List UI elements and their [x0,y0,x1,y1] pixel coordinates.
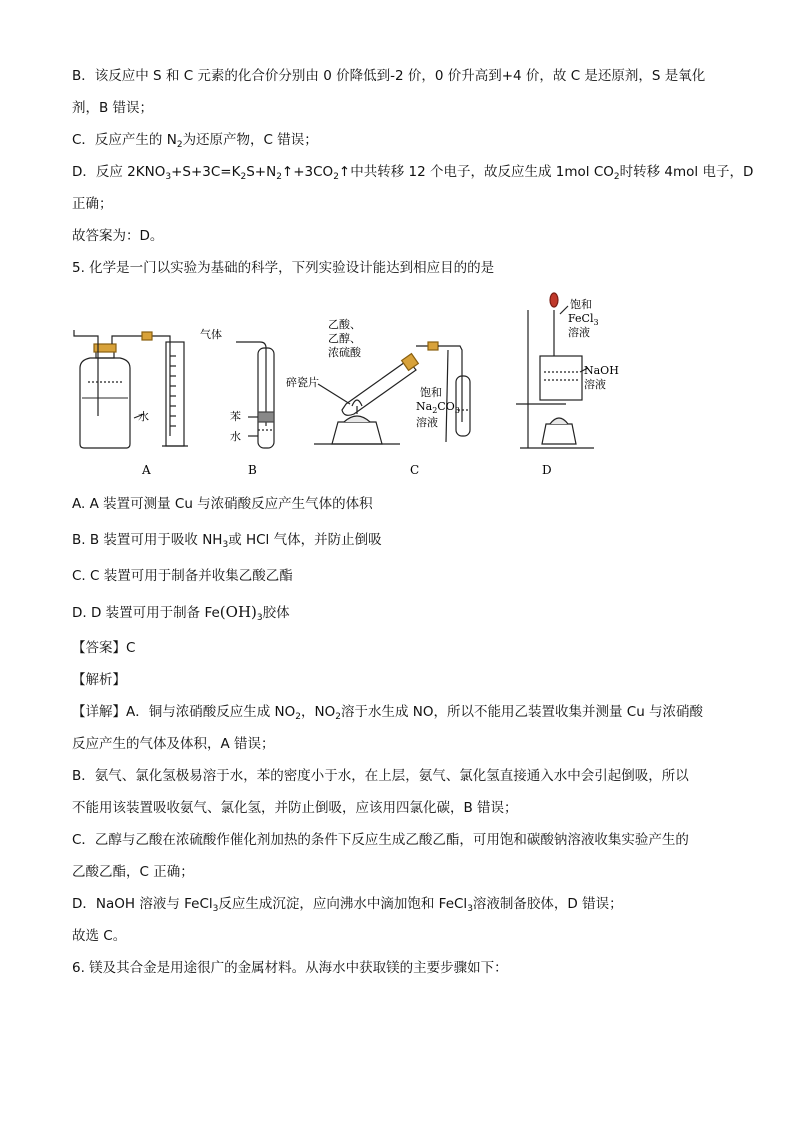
text-segment: 时转移 4mol 电子，D [619,164,754,180]
text-line: 故选 C。 [72,928,127,944]
analysis-label: 【解析】 [72,672,126,688]
subscript: 2 [276,172,282,182]
text-line: B．氨气、氯化氢极易溶于水，苯的密度小于水，在上层，氨气、氯化氢直接通入水中会引起倒吸，所以 [72,768,689,784]
text-segment: S+N [246,164,277,180]
text-segment: B. B 装置可用于吸收 NH [72,532,223,548]
text-line [72,894,623,914]
answer-label: 【答案】C [72,640,136,656]
label-ethanol: 乙醇、 [328,332,361,345]
subscript: 3 [467,904,473,914]
question-5: 5. 化学是一门以实验为基础的科学，下列实验设计能达到相应目的的是 [72,260,495,276]
text-line: 不能用该装置吸收氨气、氯化氢，并防止倒吸，应该用四氯化碳，B 错误； [72,800,518,816]
bottle-a [80,358,130,448]
subscript: 3 [222,540,229,550]
text-segment: C．反应产生的 N [72,132,177,148]
label-sulfuric-acid: 浓硫酸 [328,346,361,359]
label-solution-d: 溶液 [568,326,590,339]
label-water-b: 水 [230,430,241,443]
apparatus-figure [60,286,619,486]
question-6: 6. 镁及其合金是用途很广的金属材料。从海水中获取镁的主要步骤如下： [72,960,508,976]
subscript: 2 [295,712,301,722]
text-line: C．乙醇与乙酸在浓硫酸作催化剂加热的条件下反应生成乙酸乙酯，可用饱和碳酸钠溶液收集实验产生的 [72,832,689,848]
option-c: C. C 装置可用于制备并收集乙酸乙酯 [72,568,293,584]
stopper-a [94,344,116,352]
label-fecl3: FeCl$_3$ [568,312,599,327]
text-segment: D．NaOH 溶液与 FeCl [72,896,213,912]
subscript: 3 [165,172,172,182]
label-acetic-acid: 乙酸、 [328,318,361,331]
test-tube-c [342,360,416,415]
subscript: 2 [176,140,183,150]
text-segment: 或 HCl 气体，并防止倒吸 [228,532,382,548]
text-segment: 反应生成沉淀，应向沸水中滴加饱和 FeCl [218,896,468,912]
figure-label-d: D [542,463,552,477]
label-water-a: 水 [138,410,149,423]
text-line: 反应产生的气体及体积，A 错误； [72,736,275,752]
text-line [72,130,318,150]
text-segment: D．反应 2KNO [72,164,166,180]
label-na2co3: $Na_2CO_3$ [416,400,460,415]
graduated-cylinder [166,342,184,446]
label-benzene: 苯 [230,410,241,423]
label-solution-d2: 溶液 [584,378,606,391]
label-saturated-d: 饱和 [570,298,592,311]
subscript: 3 [212,904,219,914]
subscript: 2 [335,712,341,722]
label-gas: 气体 [200,328,222,341]
text-segment: 溶于水生成 NO，所以不能用乙装置收集并测量 Cu 与浓硝酸 [340,704,704,720]
label-porcelain-chips: 碎瓷片 [286,376,319,389]
figure-label-a: A [142,463,151,477]
text-segment: 为还原产物，C 错误； [182,132,318,148]
spirit-lamp-d [542,424,576,444]
text-segment: 【详解】A．铜与浓硝酸反应生成 NO [72,704,296,720]
text-line: 正确； [72,196,113,212]
subscript: 2 [613,172,620,182]
figure-label-c: C [410,463,420,477]
text-line: 剂，B 错误； [72,100,154,116]
text-segment: +S+3C=K [171,164,241,180]
option-b [72,530,382,550]
subscript: 2 [240,172,247,182]
option-d: D. D 装置可用于制备 $Fe(OH)_3$胶体 [72,603,290,623]
label-solution-c: 溶液 [416,416,438,429]
connector-a [142,332,152,340]
text-line: 故答案为：D。 [72,228,164,244]
spirit-lamp-c [332,422,382,444]
figure-label-b: B [248,463,257,477]
text-line [72,702,703,722]
text-segment: ，NO [301,704,336,720]
option-a: A. A 装置可测量 Cu 与浓硝酸反应产生气体的体积 [72,496,373,512]
beaker-d [540,356,582,400]
text-segment: 溶液制备胶体，D 错误； [472,896,623,912]
text-segment: D. D 装置可用于制备 Fe [72,605,220,621]
text-segment: ↑中共转移 12 个电子，故反应生成 1mol CO [338,164,614,180]
text-segment: ↑+3CO [281,164,334,180]
subscript: 2 [333,172,339,182]
label-naoh: NaOH [584,364,619,377]
text-line: 乙酸乙酯，C 正确； [72,864,194,880]
text-line [72,162,753,182]
label-saturated-c: 饱和 [420,386,442,399]
text-line: B．该反应中 S 和 C 元素的化合价分别由 0 价降低到-2 价，0 价升高到+4 价，故 C 是还原剂，S 是氧化 [72,68,706,84]
subscript: 3 [256,613,263,623]
text-segment: 胶体 [262,605,290,621]
